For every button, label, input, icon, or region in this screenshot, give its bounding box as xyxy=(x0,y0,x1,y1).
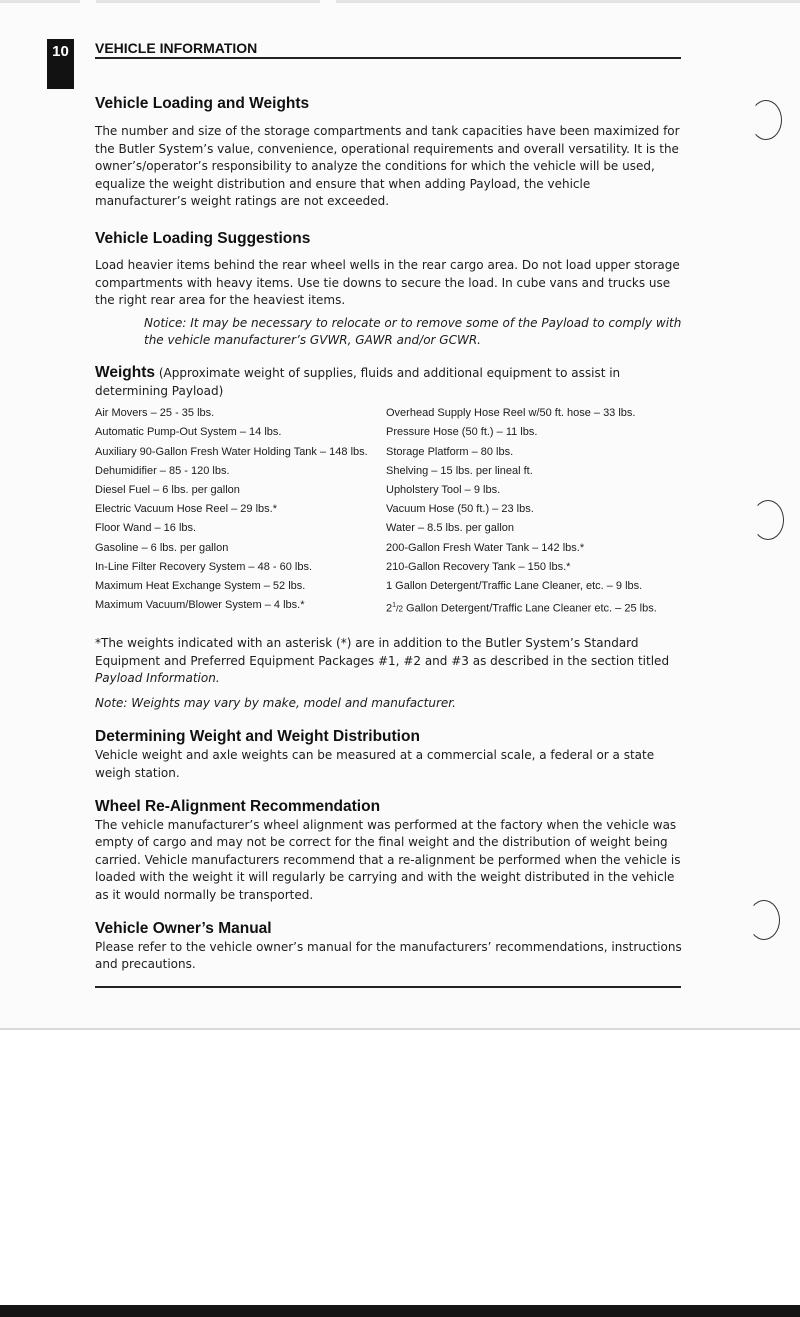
list-item: 1 Gallon Detergent/Traffic Lane Cleaner, etc. – 9 lbs. xyxy=(386,579,643,592)
page-number: 10 xyxy=(47,39,74,89)
binder-hole-icon xyxy=(750,100,782,140)
asterisk-note-text: *The weights indicated with an asterisk (*) are in addition to the Butler System’s Standard Equipment and Preferred Equipment Packages #1, #2 and #3 as described in the section titled xyxy=(95,636,670,668)
weights-column-left xyxy=(95,404,386,619)
weights-column-right xyxy=(386,404,683,619)
weights-table xyxy=(95,404,683,619)
scan-background xyxy=(0,1030,800,1317)
vary-note: Note: Weights may vary by make, model and manufacturer. xyxy=(95,695,456,710)
scan-bottom-edge xyxy=(0,1305,800,1317)
binder-hole-icon xyxy=(748,900,780,940)
list-item-text: Gallon Detergent/Traffic Lane Cleaner etc. – 25 lbs. xyxy=(403,602,657,615)
list-item: Overhead Supply Hose Reel w/50 ft. hose – 33 lbs. xyxy=(386,407,636,420)
loading-heading: Vehicle Loading and Weights xyxy=(95,95,310,112)
section-title: VEHICLE INFORMATION xyxy=(95,40,258,56)
list-item: In-Line Filter Recovery System – 48 - 60 lbs. xyxy=(95,560,313,573)
weights-heading: Weights xyxy=(95,363,155,381)
list-item: 210-Gallon Recovery Tank – 150 lbs.* xyxy=(386,560,571,573)
payload-information-ref: Payload Information. xyxy=(95,671,220,686)
list-item: Maximum Heat Exchange System – 52 lbs. xyxy=(95,579,306,592)
manual-body: Please refer to the vehicle owner’s manual for the manufacturers’ recommendations, instructions and precautions. xyxy=(95,939,682,972)
header-divider xyxy=(95,57,681,59)
list-item: Maximum Vacuum/Blower System – 4 lbs.* xyxy=(95,599,305,612)
list-item: Floor Wand – 16 lbs. xyxy=(95,522,197,535)
weights-intro: (Approximate weight of supplies, fluids and additional equipment to assist in determining Payload) xyxy=(95,365,621,398)
scan-edge-marks xyxy=(0,0,800,3)
footer-divider xyxy=(95,986,681,988)
page-content xyxy=(95,94,683,974)
list-item: Auxiliary 90-Gallon Fresh Water Holding Tank – 148 lbs. xyxy=(95,445,368,458)
fraction-numerator: 1 xyxy=(392,602,397,610)
list-item: Diesel Fuel – 6 lbs. per gallon xyxy=(95,483,240,496)
list-item: Storage Platform – 80 lbs. xyxy=(386,445,514,458)
distribution-heading: Determining Weight and Weight Distribution xyxy=(95,728,420,746)
loading-body: The number and size of the storage compartments and tank capacities have been maximized for the Butler System’s value, convenience, operational requirements and overall versatility. It is the owner’s/operator’s responsibility to analyze the conditions for which the vehicle will be used, equalize the weight distribution and ensure that when adding Payload, the vehicle manufacturer’s weight ratings are not exceeded. xyxy=(95,124,680,209)
suggestions-heading: Vehicle Loading Suggestions xyxy=(95,229,311,247)
list-item: Vacuum Hose (50 ft.) – 23 lbs. xyxy=(386,503,534,516)
list-item: Dehumidifier – 85 - 120 lbs. xyxy=(95,464,230,477)
alignment-heading: Wheel Re-Alignment Recommendation xyxy=(95,797,381,815)
payload-notice: Notice: It may be necessary to relocate or to remove some of the Payload to comply with the vehicle manufacturer’s GVWR, GAWR and/or GCWR. xyxy=(144,315,682,348)
page-edge xyxy=(0,1028,800,1030)
list-item: Pressure Hose (50 ft.) – 11 lbs. xyxy=(386,426,538,439)
alignment-body: The vehicle manufacturer’s wheel alignment was performed at the factory when the vehicle was empty of cargo and may not be correct for the final weight and the distribution of weight being carried. Vehicle manufacturers recommend that a re-alignment be performed when the vehicle is loaded with the weight it will regularly be carrying and with the weight distributed in the vehicle as it would normally be transported. xyxy=(95,817,681,902)
distribution-body: Vehicle weight and axle weights can be measured at a commercial scale, a federal or a state weigh station. xyxy=(95,748,655,780)
list-item: Air Movers – 25 - 35 lbs. xyxy=(95,407,215,420)
manual-heading: Vehicle Owner’s Manual xyxy=(95,919,272,937)
binder-hole-icon xyxy=(752,500,784,540)
list-item: Automatic Pump-Out System – 14 lbs. xyxy=(95,426,282,439)
list-item: Shelving – 15 lbs. per lineal ft. xyxy=(386,464,533,477)
asterisk-note xyxy=(95,635,683,688)
list-item: $2^1/2$ Gallon Detergent/Traffic Lane Cleaner etc. – 25 lbs. xyxy=(386,602,657,615)
fraction-denominator: 2 xyxy=(398,604,403,614)
list-item: Gasoline – 6 lbs. per gallon xyxy=(95,541,229,554)
list-item: 200-Gallon Fresh Water Tank – 142 lbs.* xyxy=(386,541,585,554)
list-item: Water – 8.5 lbs. per gallon xyxy=(386,522,514,535)
list-item: Electric Vacuum Hose Reel – 29 lbs.* xyxy=(95,503,277,516)
list-item: Upholstery Tool – 9 lbs. xyxy=(386,483,501,496)
weights-header xyxy=(95,364,683,400)
suggestions-body: Load heavier items behind the rear wheel wells in the rear cargo area. Do not load upper storage compartments with heavy items. Use tie downs to secure the load. In cube vans and trucks use the right rear area for the heaviest items. xyxy=(95,257,680,308)
fraction-whole: 2 xyxy=(386,602,393,615)
